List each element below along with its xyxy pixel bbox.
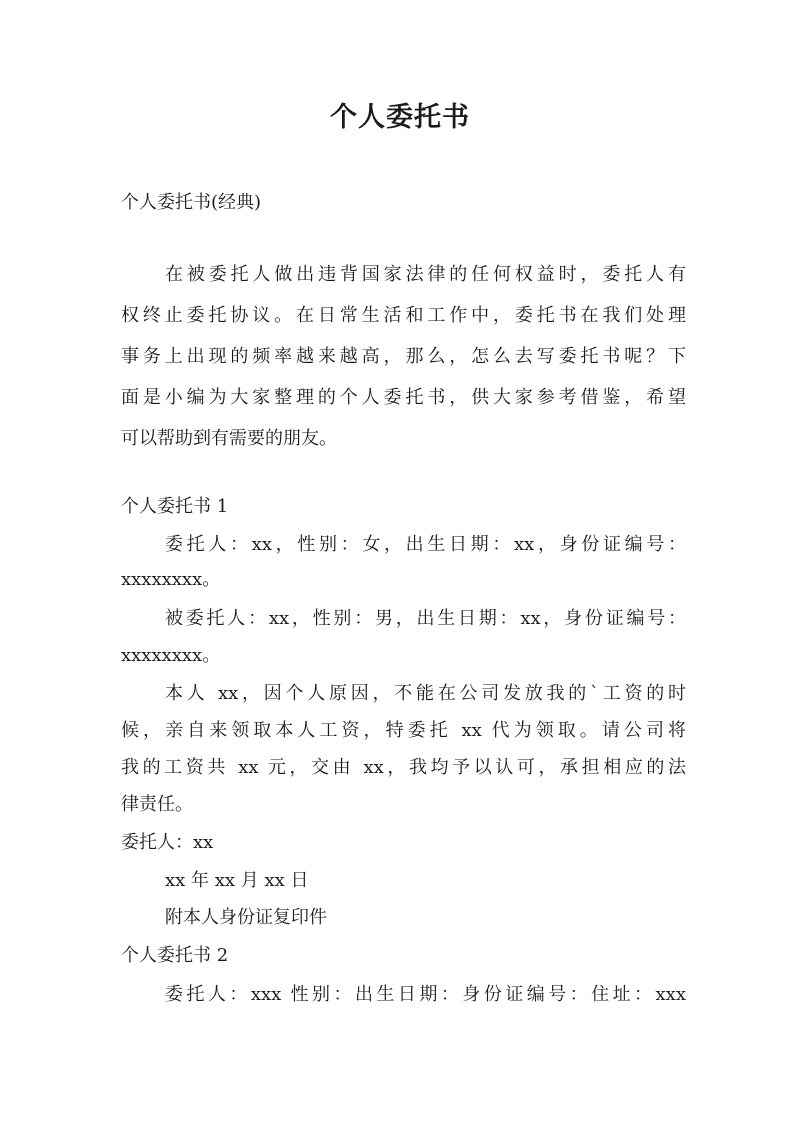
agent-id: xxxxxxxx。 <box>121 645 221 666</box>
section2-heading: 个人委托书 2 <box>121 945 229 966</box>
body-line: 本人 xx，因个人原因，不能在公司发放我的`工资的时 <box>165 683 686 704</box>
date-line: xx 年 xx 月 xx 日 <box>165 870 309 891</box>
intro-line: 在被委托人做出违背国家法律的任何权益时，委托人有 <box>165 264 686 285</box>
signature-line: 委托人：xx <box>121 832 214 853</box>
document-title: 个人委托书 <box>330 102 470 133</box>
attachment-line: 附本人身份证复印件 <box>165 907 327 928</box>
intro-line: 可以帮助到有需要的朋友。 <box>121 428 337 449</box>
body-line: 候，亲自来领取本人工资，特委托 xx 代为领取。请公司将 <box>121 720 686 741</box>
intro-line: 事务上出现的频率越来越高，那么，怎么去写委托书呢？下 <box>121 346 686 367</box>
intro-line: 权终止委托协议。在日常生活和工作中，委托书在我们处理 <box>121 305 686 326</box>
body-line: 我的工资共 xx 元，交由 xx，我均予以认可，承担相应的法 <box>121 757 686 778</box>
agent-line: 被委托人：xx，性别：男，出生日期：xx，身份证编号： <box>165 608 686 629</box>
section1-heading: 个人委托书 1 <box>121 496 229 517</box>
intro-line: 面是小编为大家整理的个人委托书，供大家参考借鉴，希望 <box>121 387 686 408</box>
document-subtitle: 个人委托书(经典) <box>121 192 262 213</box>
section2-principal-line: 委托人：xxx 性别：出生日期：身份证编号：住址：xxx <box>165 984 686 1005</box>
principal-id: xxxxxxxx。 <box>121 569 221 590</box>
body-line: 律责任。 <box>121 794 193 815</box>
principal-line: 委托人：xx，性别：女，出生日期：xx，身份证编号： <box>165 534 686 555</box>
